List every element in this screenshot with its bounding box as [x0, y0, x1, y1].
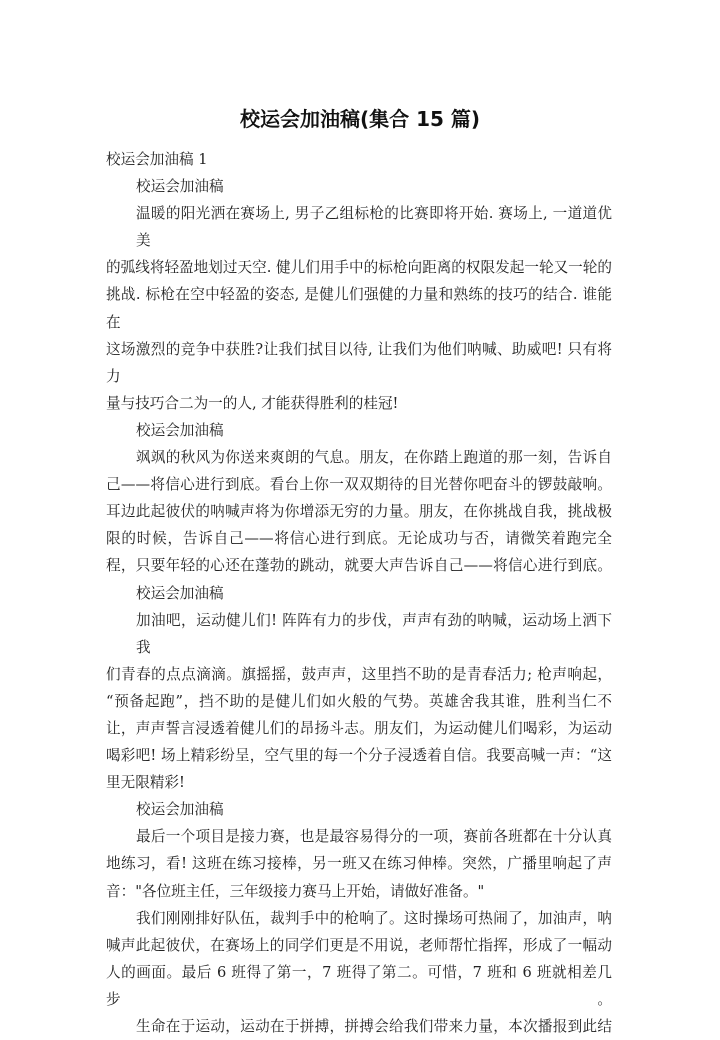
document-title: 校运会加油稿(集合 15 篇) [239, 107, 481, 131]
text-line: 人的画面。最后 6 班得了第一，7 班得了第二。可惜，7 班和 6 班就相差几步。 [106, 963, 612, 1008]
text-line: “预备起跑”，挡不助的是健儿们如火般的气势。英雄舍我其谁，胜利当仁不 [106, 692, 612, 710]
subheading: 校运会加油稿 [136, 178, 224, 196]
text-line: 己——将信心进行到底。看台上你一双双期待的目光替你吧奋斗的锣鼓敲响。 [106, 476, 612, 494]
text-line: 音："各位班主任，三年级接力赛马上开始，请做好准备。" [106, 882, 485, 900]
text-line: 这场激烈的竞争中获胜?让我们拭目以待, 让我们为他们呐喊、助威吧! 只有将力 [106, 340, 612, 385]
text-line: 们青春的点点滴滴。旗摇摇，鼓声声，这里挡不助的是青春活力; 枪声响起， [106, 665, 612, 683]
text-line: 限的时候，告诉自己——将信心进行到底。无论成功与否，请微笑着跑完全 [106, 530, 612, 548]
text-line: 量与技巧合二为一的人, 才能获得胜利的桂冠! [106, 394, 399, 412]
text-line: 的弧线将轻盈地划过天空. 健儿们用手中的标枪向距离的权限发起一轮又一轮的 [106, 259, 612, 277]
text-line: 耳边此起彼伏的呐喊声将为你增添无穷的力量。朋友，在你挑战自我，挑战极 [106, 503, 612, 521]
text-line: 里无限精彩! [106, 774, 185, 792]
subheading: 校运会加油稿 [136, 584, 224, 602]
text-line: 喊声此起彼伏，在赛场上的同学们更是不用说，老师帮忙指挥，形成了一幅动 [106, 936, 612, 954]
text-line: 加油吧，运动健儿们! 阵阵有力的步伐，声声有劲的呐喊，运动场上洒下我 [136, 611, 612, 656]
text-line: 我们刚刚排好队伍，裁判手中的枪响了。这时操场可热闹了，加油声，呐 [136, 909, 612, 927]
text-line: 最后一个项目是接力赛，也是最容易得分的一项，赛前各班都在十分认真 [136, 828, 612, 846]
section-heading: 校运会加油稿 1 [106, 151, 208, 168]
text-line: 地练习，看! 这班在练习接棒，另一班又在练习伸棒。突然，广播里响起了声 [106, 855, 612, 873]
text-line: 飒飒的秋风为你送来爽朗的气息。朋友，在你踏上跑道的那一刻，告诉自 [136, 449, 612, 467]
document-body [106, 146, 612, 1040]
text-line: 喝彩吧! 场上精彩纷呈，空气里的每一个分子浸透着自信。我要高喊一声：“这 [106, 747, 612, 765]
text-line: 让，声声誓言浸透着健儿们的昂扬斗志。朋友们，为运动健儿们喝彩，为运动 [106, 719, 612, 737]
text-line: 生命在于运动，运动在于拼搏，拼搏会给我们带来力量，本次播报到此结 [136, 1018, 612, 1035]
text-line: 程，只要年轻的心还在蓬勃的跳动，就要大声告诉自己——将信心进行到底。 [106, 557, 612, 575]
subheading: 校运会加油稿 [136, 421, 224, 439]
text-line: 温暖的阳光洒在赛场上, 男子乙组标枪的比赛即将开始. 赛场上, 一道道优美 [136, 205, 612, 250]
text-line: 挑战. 标枪在空中轻盈的姿态, 是健儿们强健的力量和熟练的技巧的结合. 谁能在 [106, 286, 612, 331]
subheading: 校运会加油稿 [136, 801, 224, 819]
